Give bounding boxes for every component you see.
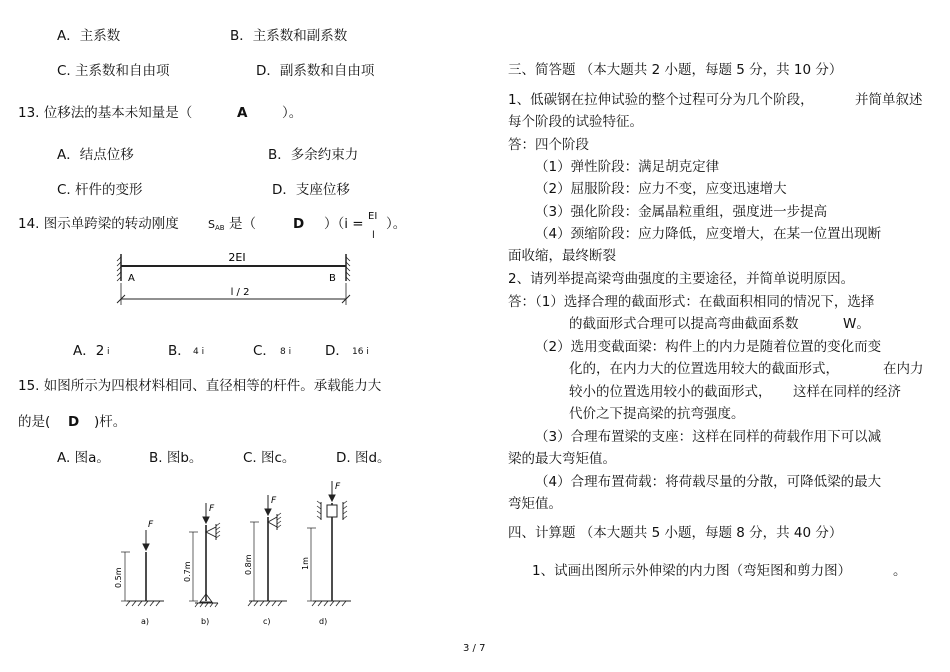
q15-c-caption: c)	[263, 617, 271, 626]
q15-d-caption: d)	[319, 617, 328, 626]
q14-dim-label: l / 2	[230, 287, 250, 298]
q15-c-force: F	[271, 496, 277, 506]
q12-option-a: A．主系数	[57, 28, 121, 44]
q14-frac-den: l	[372, 230, 375, 241]
q13-option-c: C. 杆件的变形	[57, 182, 143, 198]
q14-label-a: A	[128, 273, 135, 284]
q14-option-c-val: 8 i	[280, 347, 292, 357]
q14-option-c: C．	[253, 343, 276, 359]
q14-option-a-i: i	[107, 347, 110, 357]
page-number: 3 / 7	[463, 643, 486, 654]
r-q2-a2b: 化的，在内力大的位置选用较大的截面形式，	[569, 361, 839, 377]
r-q2-a4: （4）合理布置荷载：将荷载尽量的分散，可降低梁的最大	[535, 474, 882, 490]
q12-option-c: C. 主系数和自由项	[57, 63, 170, 79]
r-q2-a1b: 的截面形式合理可以提高弯曲截面系数	[569, 316, 799, 332]
q13-option-a: A．结点位移	[57, 147, 134, 163]
q15-stem-line1: 15. 如图所示为四根材料相同、直径相等的杆件。承载能力大	[18, 378, 382, 394]
q15-option-d: D. 图d。	[336, 450, 391, 466]
q14-sub: AB	[215, 224, 225, 232]
q15-stem-line2b: )杆。	[94, 414, 127, 430]
section-3-heading: 三、简答题 （本大题共 2 小题，每题 5 分，共 10 分）	[508, 62, 843, 78]
r-q2-a2d: 代价之下提高梁的抗弯强度。	[569, 406, 745, 422]
q12-option-b: B．主系数和副系数	[230, 28, 348, 44]
q13-option-d: D．支座位移	[272, 182, 350, 198]
q14-option-a: A．2	[73, 343, 105, 359]
r-q2-a2b2: 在内力	[883, 361, 924, 377]
q15-figure-d	[307, 481, 351, 606]
q15-figure-b	[189, 503, 220, 607]
q13-close: ）。	[282, 105, 303, 121]
r-q1-answer: 答：四个阶段	[508, 137, 589, 153]
q15-d-force: F	[335, 482, 341, 492]
r-q1-stage4: （4）颈缩阶段：应力降低，应变增大，在某一位置出现断	[535, 226, 882, 242]
q15-a-length: 0.5m	[114, 567, 123, 588]
r-q2-line1: 2、请列举提高梁弯曲强度的主要途径，并简单说明原因。	[508, 271, 855, 287]
q15-b-force: F	[209, 504, 215, 514]
q14-answer: D	[293, 216, 305, 232]
q15-b-length: 0.7m	[183, 561, 192, 582]
q15-answer: D	[68, 414, 80, 430]
r-q1-line2: 每个阶段的试验特征。	[508, 114, 643, 130]
q14-option-b: B．	[168, 343, 191, 359]
r-q2-a4b: 弯矩值。	[508, 496, 562, 512]
q14-frac-num: EI	[368, 211, 378, 222]
q15-figure-c	[248, 495, 287, 606]
r-q1-stage4b: 面收缩，最终断裂	[508, 248, 616, 264]
r-q2-a1c: W。	[843, 316, 870, 332]
q14-is: 是（	[229, 216, 256, 232]
q15-stem-line2a: 的是(	[18, 414, 51, 430]
q14-option-d: D．	[325, 343, 349, 359]
r-q1-stage3: （3）强化阶段：金属晶粒重组，强度进一步提高	[535, 204, 828, 220]
q12-option-d: D．副系数和自由项	[256, 63, 375, 79]
r-q1-line1b: 并简单叙述	[855, 92, 923, 108]
q15-b-caption: b)	[201, 617, 210, 626]
q15-a-force: F	[148, 520, 154, 530]
r-calc-q1-end: 。	[893, 563, 907, 579]
q15-c-length: 0.8m	[244, 554, 253, 575]
q15-option-a: A. 图a。	[57, 450, 110, 466]
q15-figure-a	[121, 530, 164, 606]
q13-stem: 13. 位移法的基本未知量是（	[18, 105, 193, 121]
q15-a-caption: a)	[141, 617, 150, 626]
q14-ei-label: 2EI	[228, 251, 246, 264]
q13-answer: A	[237, 105, 248, 121]
q15-d-length: 1m	[301, 557, 310, 570]
q15-option-c: C. 图c。	[243, 450, 296, 466]
q14-close1: ）（i =	[324, 216, 364, 232]
q14-s: S	[208, 218, 215, 231]
r-q2-a3: （3）合理布置梁的支座：这样在同样的荷载作用下可以减	[535, 429, 882, 445]
q14-close2: ）。	[386, 216, 407, 232]
r-q1-line1: 1、低碳钢在拉伸试验的整个过程可分为几个阶段，	[508, 92, 814, 108]
q13-option-b: B．多余约束力	[268, 147, 359, 163]
r-q2-a1: 答：（1）选择合理的截面形式：在截面积相同的情况下，选择	[508, 294, 875, 310]
r-q2-a2c2: 这样在同样的经济	[793, 384, 901, 400]
r-q1-stage1: （1）弹性阶段：满足胡克定律	[535, 159, 720, 175]
r-calc-q1: 1、试画出图所示外伸梁的内力图（弯矩图和剪力图）	[532, 563, 852, 579]
q14-option-b-val: 4 i	[193, 347, 205, 357]
q14-stem: 14. 图示单跨梁的转动刚度	[18, 216, 179, 232]
q15-option-b: B. 图b。	[149, 450, 203, 466]
q14-option-d-val: 16 i	[352, 347, 369, 357]
r-q2-a2c: 较小的位置选用较小的截面形式，	[569, 384, 772, 400]
section-4-heading: 四、计算题 （本大题共 5 小题，每题 8 分，共 40 分）	[508, 525, 843, 541]
q14-label-b: B	[329, 273, 336, 284]
r-q1-stage2: （2）屈服阶段：应力不变，应变迅速增大	[535, 181, 787, 197]
r-q2-a2: （2）选用变截面梁：构件上的内力是随着位置的变化而变	[535, 339, 882, 355]
r-q2-a3b: 梁的最大弯矩值。	[508, 451, 616, 467]
